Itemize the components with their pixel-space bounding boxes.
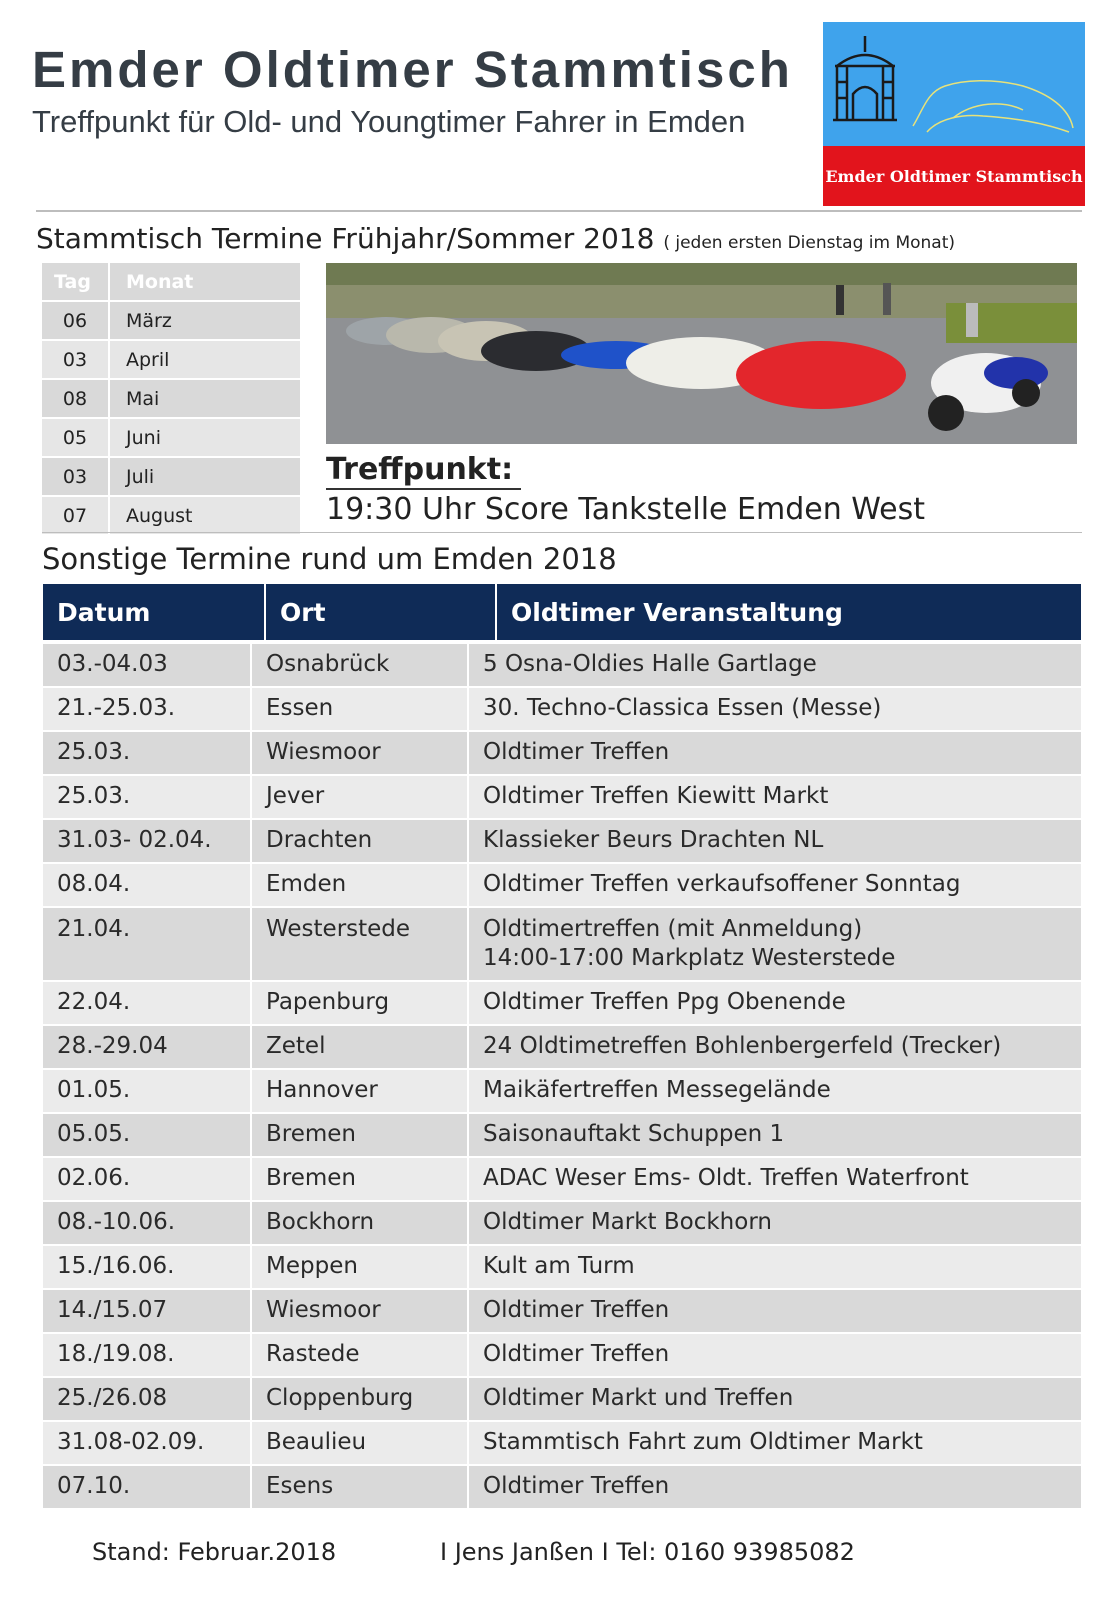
monat-cell: Juli bbox=[110, 458, 300, 495]
stammtisch-heading-text: Stammtisch Termine Frühjahr/Sommer 2018 bbox=[36, 222, 655, 255]
event-date-cell: 15./16.06. bbox=[43, 1246, 250, 1288]
event-name-cell: Klassieker Beurs Drachten NL bbox=[469, 820, 1081, 862]
event-name-cell: Kult am Turm bbox=[469, 1246, 1081, 1288]
event-date-cell: 21.04. bbox=[43, 908, 250, 980]
event-date-cell: 07.10. bbox=[43, 1466, 250, 1508]
event-row bbox=[43, 776, 1081, 818]
tag-cell: 06 bbox=[42, 302, 108, 339]
event-place-cell: Bockhorn bbox=[252, 1202, 467, 1244]
event-place-cell: Wiesmoor bbox=[252, 1290, 467, 1332]
event-name-cell: Oldtimer Markt und Treffen bbox=[469, 1378, 1081, 1420]
event-name-cell: Oldtimer Treffen verkaufsoffener Sonntag bbox=[469, 864, 1081, 906]
event-place-cell: Esens bbox=[252, 1466, 467, 1508]
classic-cars-image bbox=[326, 263, 1077, 444]
treffpunkt-text: 19:30 Uhr Score Tankstelle Emden West bbox=[326, 492, 926, 527]
monat-cell: März bbox=[110, 302, 300, 339]
gate-and-car-icon bbox=[823, 22, 1085, 146]
event-place-cell: Meppen bbox=[252, 1246, 467, 1288]
stammtisch-row bbox=[42, 458, 300, 495]
event-date-cell: 25.03. bbox=[43, 776, 250, 818]
event-row bbox=[43, 1334, 1081, 1376]
logo-graphic bbox=[823, 22, 1085, 146]
tag-cell: 03 bbox=[42, 458, 108, 495]
event-row bbox=[43, 982, 1081, 1024]
monat-cell: August bbox=[110, 497, 300, 534]
event-place-cell: Emden bbox=[252, 864, 467, 906]
event-row bbox=[43, 1466, 1081, 1508]
event-row bbox=[43, 1290, 1081, 1332]
event-row bbox=[43, 1202, 1081, 1244]
logo-band: Emder Oldtimer Stammtisch bbox=[823, 146, 1085, 206]
event-row bbox=[43, 688, 1081, 730]
column-header-ort: Ort bbox=[266, 584, 495, 640]
event-date-cell: 22.04. bbox=[43, 982, 250, 1024]
event-date-cell: 28.-29.04 bbox=[43, 1026, 250, 1068]
event-row bbox=[43, 1114, 1081, 1156]
monat-cell: April bbox=[110, 341, 300, 378]
page-title: Emder Oldtimer Stammtisch bbox=[32, 41, 793, 98]
event-name-cell: Oldtimer Markt Bockhorn bbox=[469, 1202, 1081, 1244]
event-date-cell: 25.03. bbox=[43, 732, 250, 774]
event-date-cell: 25./26.08 bbox=[43, 1378, 250, 1420]
event-date-cell: 31.08-02.09. bbox=[43, 1422, 250, 1464]
column-header-tag: Tag bbox=[42, 263, 108, 300]
event-row bbox=[43, 820, 1081, 862]
event-row bbox=[43, 1422, 1081, 1464]
event-place-cell: Westerstede bbox=[252, 908, 467, 980]
event-date-cell: 31.03- 02.04. bbox=[43, 820, 250, 862]
event-name-cell: Oldtimer Treffen bbox=[469, 1466, 1081, 1508]
event-place-cell: Cloppenburg bbox=[252, 1378, 467, 1420]
stammtisch-row bbox=[42, 497, 300, 534]
event-date-cell: 08.04. bbox=[43, 864, 250, 906]
stammtisch-row bbox=[42, 419, 300, 456]
event-row bbox=[43, 1070, 1081, 1112]
event-place-cell: Papenburg bbox=[252, 982, 467, 1024]
footer-stand: Stand: Februar.2018 bbox=[92, 1538, 337, 1566]
cars-photo bbox=[326, 263, 1077, 444]
stammtisch-note: ( jeden ersten Dienstag im Monat) bbox=[663, 233, 956, 253]
event-row bbox=[43, 1246, 1081, 1288]
club-logo bbox=[823, 22, 1085, 206]
event-name-cell: Oldtimer Treffen bbox=[469, 1290, 1081, 1332]
divider bbox=[36, 210, 1082, 212]
event-name-cell: 24 Oldtimetreffen Bohlenbergerfeld (Trecker) bbox=[469, 1026, 1081, 1068]
stammtisch-table-header bbox=[42, 263, 300, 300]
event-row bbox=[43, 1158, 1081, 1200]
event-place-cell: Beaulieu bbox=[252, 1422, 467, 1464]
event-name-cell: Oldtimertreffen (mit Anmeldung) 14:00-17:00 Markplatz Westerstede bbox=[469, 908, 1081, 980]
divider bbox=[42, 532, 1082, 533]
event-date-cell: 03.-04.03 bbox=[43, 644, 250, 686]
event-name-cell: Oldtimer Treffen Kiewitt Markt bbox=[469, 776, 1081, 818]
event-name-cell: Saisonauftakt Schuppen 1 bbox=[469, 1114, 1081, 1156]
event-date-cell: 08.-10.06. bbox=[43, 1202, 250, 1244]
event-date-cell: 21.-25.03. bbox=[43, 688, 250, 730]
monat-cell: Juni bbox=[110, 419, 300, 456]
event-name-cell: Oldtimer Treffen bbox=[469, 732, 1081, 774]
monat-cell: Mai bbox=[110, 380, 300, 417]
event-place-cell: Rastede bbox=[252, 1334, 467, 1376]
event-name-cell: ADAC Weser Ems- Oldt. Treffen Waterfront bbox=[469, 1158, 1081, 1200]
column-header-monat: Monat bbox=[110, 263, 300, 300]
event-place-cell: Zetel bbox=[252, 1026, 467, 1068]
treffpunkt-label: Treffpunkt: bbox=[326, 452, 521, 490]
stammtisch-row bbox=[42, 380, 300, 417]
event-place-cell: Hannover bbox=[252, 1070, 467, 1112]
stammtisch-row bbox=[42, 341, 300, 378]
event-date-cell: 02.06. bbox=[43, 1158, 250, 1200]
event-row bbox=[43, 732, 1081, 774]
event-row bbox=[43, 644, 1081, 686]
tag-cell: 08 bbox=[42, 380, 108, 417]
event-date-cell: 14./15.07 bbox=[43, 1290, 250, 1332]
event-place-cell: Drachten bbox=[252, 820, 467, 862]
stammtisch-table bbox=[42, 263, 300, 536]
page-subtitle: Treffpunkt für Old- und Youngtimer Fahrer in Emden bbox=[32, 104, 746, 139]
stammtisch-heading bbox=[36, 222, 955, 255]
event-place-cell: Bremen bbox=[252, 1158, 467, 1200]
event-row bbox=[43, 1026, 1081, 1068]
sonstige-heading: Sonstige Termine rund um Emden 2018 bbox=[42, 542, 617, 576]
event-name-cell: 5 Osna-Oldies Halle Gartlage bbox=[469, 644, 1081, 686]
event-name-cell: Stammtisch Fahrt zum Oldtimer Markt bbox=[469, 1422, 1081, 1464]
footer-contact: I Jens Janßen I Tel: 0160 93985082 bbox=[440, 1538, 855, 1566]
events-table bbox=[43, 584, 1081, 1510]
event-name-cell: 30. Techno-Classica Essen (Messe) bbox=[469, 688, 1081, 730]
event-place-cell: Essen bbox=[252, 688, 467, 730]
column-header-veranstaltung: Oldtimer Veranstaltung bbox=[497, 584, 1081, 640]
tag-cell: 03 bbox=[42, 341, 108, 378]
stammtisch-row bbox=[42, 302, 300, 339]
column-header-datum: Datum bbox=[43, 584, 264, 640]
event-place-cell: Bremen bbox=[252, 1114, 467, 1156]
event-date-cell: 01.05. bbox=[43, 1070, 250, 1112]
event-place-cell: Wiesmoor bbox=[252, 732, 467, 774]
event-place-cell: Jever bbox=[252, 776, 467, 818]
event-name-cell: Maikäfertreffen Messegelände bbox=[469, 1070, 1081, 1112]
tag-cell: 07 bbox=[42, 497, 108, 534]
event-date-cell: 05.05. bbox=[43, 1114, 250, 1156]
events-table-header bbox=[43, 584, 1081, 642]
event-name-cell: Oldtimer Treffen Ppg Obenende bbox=[469, 982, 1081, 1024]
events-table-body bbox=[43, 644, 1081, 1508]
tag-cell: 05 bbox=[42, 419, 108, 456]
event-place-cell: Osnabrück bbox=[252, 644, 467, 686]
event-row bbox=[43, 908, 1081, 980]
event-row bbox=[43, 1378, 1081, 1420]
event-row bbox=[43, 864, 1081, 906]
event-date-cell: 18./19.08. bbox=[43, 1334, 250, 1376]
event-name-cell: Oldtimer Treffen bbox=[469, 1334, 1081, 1376]
